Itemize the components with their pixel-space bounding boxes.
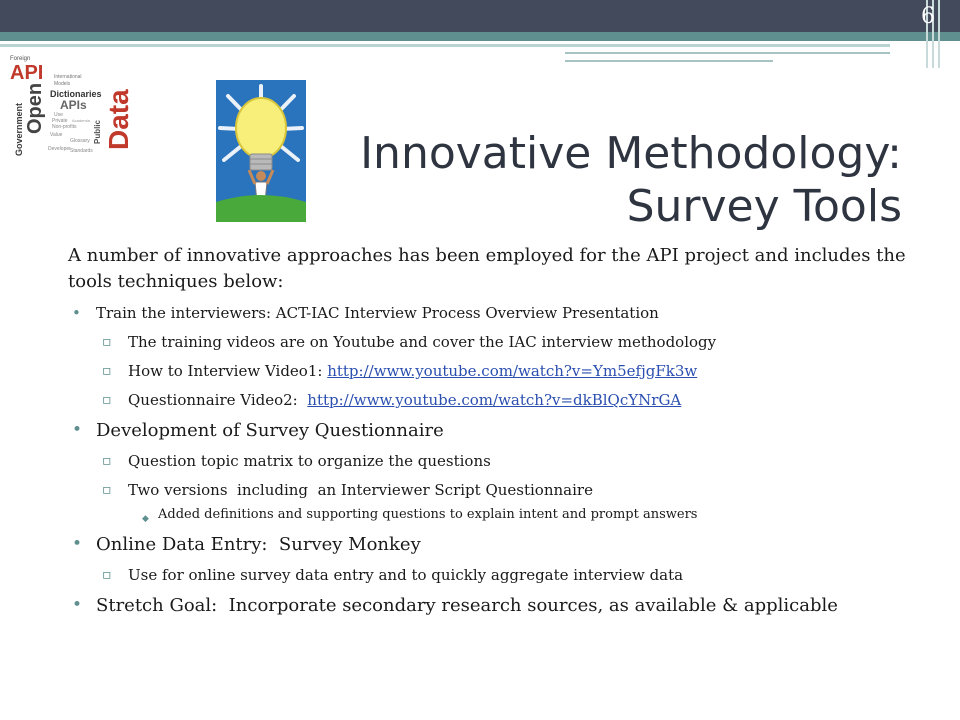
word-cloud-word: APIs: [60, 98, 87, 112]
bullet-item: [68, 302, 920, 324]
title-line: Survey Tools: [626, 181, 902, 232]
bullet-item: [68, 593, 920, 618]
slide-title: [302, 127, 902, 233]
slide-body: [68, 243, 920, 618]
bullet-dot-icon: •: [72, 595, 83, 615]
sub-bullet-text: Question topic matrix to organize the questions: [128, 452, 491, 470]
word-cloud-word: Models: [54, 81, 71, 87]
word-cloud-word: Foreign: [10, 56, 31, 62]
sub-bullet-item: [68, 564, 920, 586]
video2-link[interactable]: http://www.youtube.com/watch?v=dkBlQcYNrGA: [307, 391, 682, 409]
sub-bullet-item: [68, 331, 920, 353]
word-cloud-word: Non-profits: [52, 124, 77, 130]
word-cloud-word: Public: [93, 119, 102, 144]
sub-bullet-icon: ▫: [102, 453, 112, 469]
sub-bullet-text: Questionnaire Video2:: [128, 391, 308, 409]
word-cloud-word: API: [10, 62, 44, 84]
sub-sub-bullet-text: Added definitions and supporting questions to explain intent and prompt answers: [158, 507, 698, 522]
word-cloud-word: Developer: [48, 146, 71, 152]
word-cloud-word: Private: [52, 118, 68, 124]
decorative-line: [565, 52, 890, 54]
word-cloud-word: Use: [54, 112, 63, 118]
word-cloud-word: International: [54, 74, 82, 80]
sub-sub-bullet-item: [68, 505, 920, 525]
sub-bullet-text: Two versions including an Interviewer Script Questionnaire: [128, 481, 593, 499]
sub-bullet-icon: ▫: [102, 482, 112, 498]
sub-bullet-icon: ▫: [102, 334, 112, 350]
decorative-vertical-line: [938, 0, 940, 68]
light-bulb-image: [216, 80, 306, 222]
sub-bullet-icon: ▫: [102, 363, 112, 379]
decorative-line: [565, 60, 773, 62]
intro-text: A number of innovative approaches has been employed for the API project and includes the tools techniques below:: [68, 245, 906, 292]
word-cloud-word: Standards: [70, 148, 93, 154]
decorative-line: [0, 44, 890, 47]
bullet-dot-icon: •: [72, 304, 81, 322]
sub-bullet-text: The training videos are on Youtube and cover the IAC interview methodology: [128, 333, 717, 351]
word-cloud-word: Government: [14, 102, 24, 156]
word-cloud-word: Open: [24, 82, 46, 134]
sub-bullet-text: Use for online survey data entry and to quickly aggregate interview data: [128, 566, 684, 584]
sub-bullet-item: [68, 360, 920, 382]
sub-bullet-text: How to Interview Video1:: [128, 362, 328, 380]
bullet-text: Online Data Entry: Survey Monkey: [96, 534, 421, 555]
word-cloud-word: Glossary: [70, 138, 90, 144]
header-accent-band: [0, 32, 960, 41]
video1-link[interactable]: http://www.youtube.com/watch?v=Ym5efjgFk3w: [327, 362, 698, 380]
sub-bullet-item: [68, 450, 920, 472]
title-line: Innovative Methodology:: [360, 128, 902, 179]
header-bar: [0, 0, 960, 32]
bullet-dot-icon: •: [72, 534, 83, 554]
bullet-text: Train the interviewers: ACT-IAC Interview Process Overview Presentation: [96, 304, 659, 322]
sub-bullet-icon: ▫: [102, 567, 112, 583]
word-cloud-word: Value: [50, 132, 63, 138]
word-cloud-word: Dictionaries: [50, 89, 102, 99]
bullet-dot-icon: •: [72, 420, 83, 440]
bullet-text: Stretch Goal: Incorporate secondary research sources, as available & applicable: [96, 595, 838, 616]
sub-bullet-item: [68, 389, 920, 411]
bullet-item: [68, 418, 920, 443]
bullet-text: Development of Survey Questionnaire: [96, 420, 444, 441]
word-cloud-word: Data: [103, 89, 134, 150]
sub-bullet-item: [68, 479, 920, 501]
word-cloud-word: Academia: [72, 118, 90, 123]
word-cloud-image: [8, 52, 134, 156]
page-number: 6: [921, 4, 935, 29]
sub-bullet-icon: ▫: [102, 392, 112, 408]
bullet-item: [68, 532, 920, 557]
diamond-bullet-icon: ◆: [142, 514, 149, 524]
